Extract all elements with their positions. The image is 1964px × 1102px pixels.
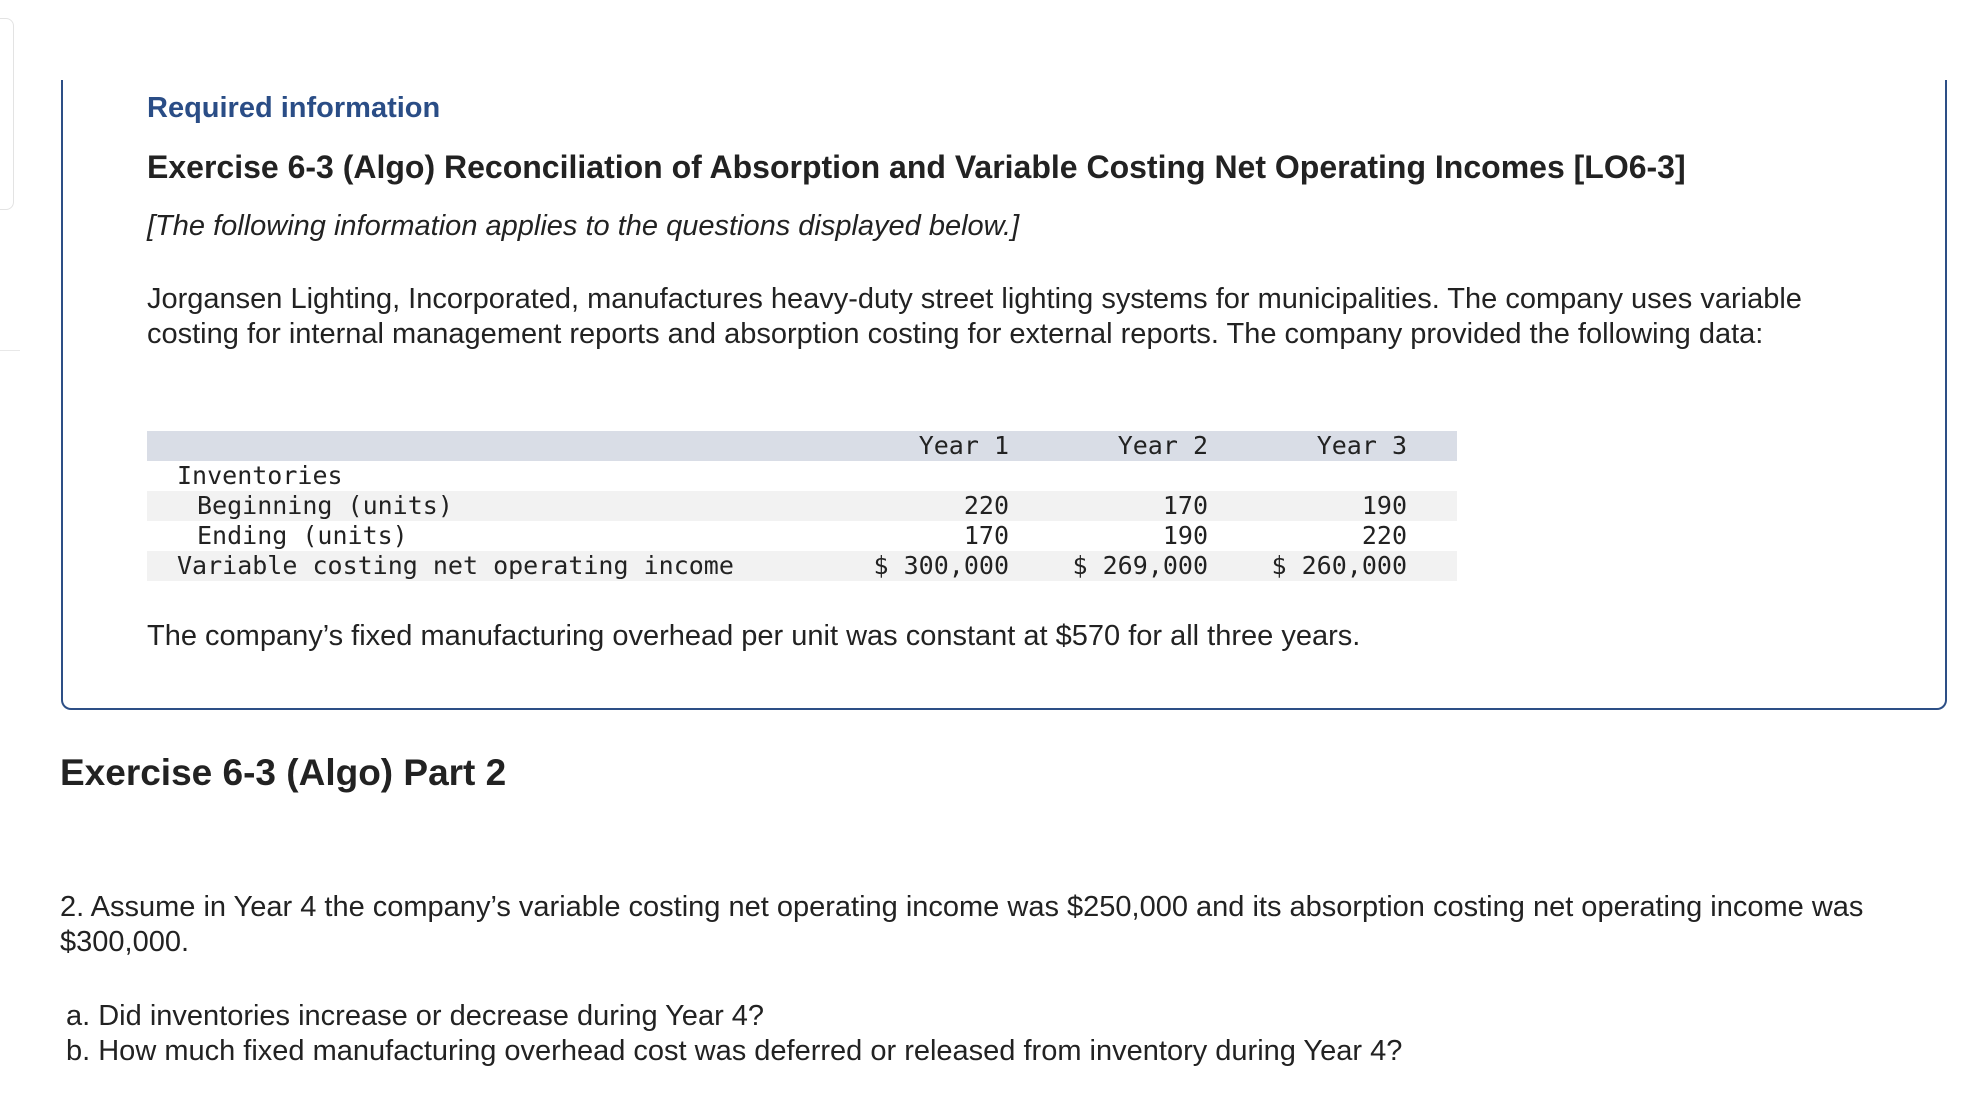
question-text: 2. Assume in Year 4 the company’s variable costing net operating income was $250,000 and its absorption costing net operating income was $300,000. — [60, 891, 1864, 958]
inventory-data-table — [147, 431, 1457, 581]
sub-question-a: a. Did inventories increase or decrease during Year 4? — [66, 1000, 765, 1032]
table-row — [147, 551, 1457, 581]
part-title: Exercise 6-3 (Algo) Part 2 — [60, 752, 507, 793]
cell-year-3: 190 — [1208, 491, 1407, 521]
cell-year-1: $ 300,000 — [787, 551, 1009, 581]
applies-note: [The following information applies to the questions displayed below.] — [147, 210, 1020, 242]
cell-year-3: $ 260,000 — [1208, 551, 1407, 581]
table-section-row — [147, 461, 1457, 491]
cell-year-2: 170 — [1009, 491, 1208, 521]
sub-question-list — [66, 999, 1402, 1069]
cell-year-2: 190 — [1162, 521, 1208, 550]
cell-year-1: 220 — [787, 491, 1009, 521]
table-row — [147, 491, 1457, 521]
row-label: Ending (units) — [197, 521, 408, 550]
table-row — [147, 521, 1457, 551]
row-label: Variable costing net operating income — [147, 551, 787, 581]
intro-paragraph: Jorgansen Lighting, Incorporated, manufactures heavy-duty street lighting systems for municipalities. The company uses variable costing for internal management reports and absorption costing for external reports. The company provided the following data: — [147, 283, 1802, 350]
cell-year-2: $ 269,000 — [1009, 551, 1208, 581]
header-pad — [1407, 431, 1457, 461]
side-panel-edge — [0, 18, 14, 210]
cell-year-1: 170 — [963, 521, 1009, 550]
required-information-heading: Required information — [147, 92, 441, 124]
cell-year-3: 220 — [1361, 521, 1407, 550]
exercise-title: Exercise 6-3 (Algo) Reconciliation of Absorption and Variable Costing Net Operating Incomes [LO6-3] — [147, 149, 1686, 185]
header-year-2: Year 2 — [1009, 431, 1208, 461]
side-divider — [0, 350, 20, 351]
header-year-3: Year 3 — [1208, 431, 1407, 461]
header-blank — [147, 431, 787, 461]
fixed-overhead-note: The company’s fixed manufacturing overhead per unit was constant at $570 for all three years. — [147, 620, 1361, 652]
sub-question-b: b. How much fixed manufacturing overhead cost was deferred or released from inventory during Year 4? — [66, 1035, 1403, 1067]
header-year-1: Year 1 — [787, 431, 1009, 461]
section-label-inventories: Inventories — [177, 461, 343, 490]
table-header-row — [147, 431, 1457, 461]
row-label: Beginning (units) — [147, 491, 787, 521]
